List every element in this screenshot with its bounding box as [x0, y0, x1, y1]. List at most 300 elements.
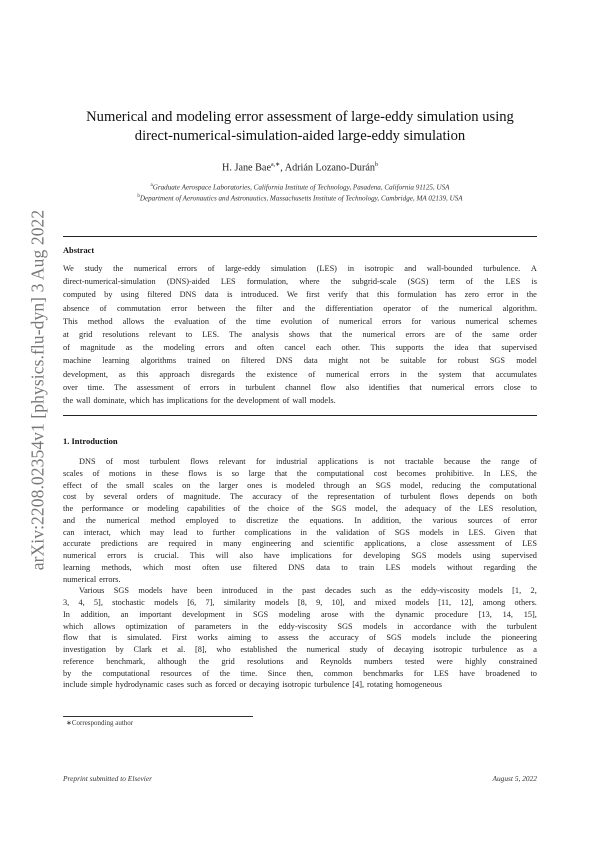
word: in [397, 621, 404, 631]
text-line [63, 343, 537, 352]
word: [8, [297, 598, 307, 607]
word: turbulent [245, 382, 276, 392]
word: of [282, 396, 290, 405]
word: the [235, 303, 246, 313]
word: The [229, 330, 242, 339]
word: and [63, 515, 75, 525]
footnote-rule [63, 716, 253, 717]
word: ones [247, 480, 263, 490]
word: errors [205, 343, 225, 353]
word: computational [489, 480, 537, 490]
word: SGS [411, 551, 427, 560]
word: magnitude [80, 343, 116, 353]
text-line [63, 356, 537, 365]
text-line [63, 277, 537, 286]
word: sources [467, 515, 493, 525]
word: isotropic [364, 264, 394, 273]
affiliation-text: Department of Aeronautics and Astronautics, Massachusetts Institute of Technology, Cambridge, MA 02139, USA [139, 194, 463, 203]
word: parameters [194, 621, 232, 631]
word: in [145, 468, 152, 478]
word: effect [63, 480, 82, 490]
word: addition, [80, 609, 110, 619]
word: model, [354, 504, 378, 513]
affiliations [60, 181, 540, 204]
word: numerical [326, 369, 360, 379]
word: errors [177, 264, 197, 273]
word: of [233, 504, 241, 513]
text-line [63, 396, 537, 405]
word: that [472, 369, 485, 379]
text-line [63, 317, 537, 326]
word: the [330, 277, 341, 287]
word: the [342, 330, 353, 339]
word: in [400, 369, 407, 379]
footer-preprint-note: Preprint submitted to Elsevier [63, 774, 153, 783]
word: of [503, 515, 511, 525]
title-line: Numerical and modeling error assessment of large-eddy simulation using [86, 109, 514, 125]
word: in [206, 539, 213, 549]
word: most [123, 457, 140, 466]
word: so [231, 468, 239, 478]
word: of [322, 316, 329, 326]
word: motions [109, 468, 136, 478]
word: machine [63, 356, 92, 366]
word: which [63, 621, 84, 631]
word: broadened [485, 668, 520, 678]
word: dynamic [395, 609, 425, 619]
word: zero [464, 290, 479, 300]
word: has [152, 396, 164, 405]
word: of [383, 492, 391, 502]
word: are [148, 539, 159, 549]
word: turbulent [400, 492, 431, 502]
word: first [306, 290, 320, 300]
word: models [411, 633, 436, 643]
word: the [85, 515, 96, 525]
word: channel [285, 382, 311, 392]
word: has [445, 290, 457, 300]
word: industrial [276, 457, 308, 466]
word: the [305, 303, 316, 313]
word: of [444, 504, 452, 513]
word: SGS [113, 586, 129, 596]
text-line [63, 633, 537, 642]
word: errors. [99, 574, 121, 584]
word: of [63, 343, 70, 353]
word: data [204, 290, 219, 300]
word: is [531, 277, 537, 287]
word: for [210, 396, 221, 405]
word: of [297, 504, 305, 513]
word: an [120, 609, 129, 619]
word: of [207, 264, 215, 273]
word: becomes [396, 468, 426, 478]
word: numerical [106, 515, 140, 525]
abstract-bottom-rule [63, 415, 537, 416]
word: on [504, 492, 513, 502]
word: identifies [368, 382, 400, 392]
word: wall [292, 396, 307, 405]
word: Reynolds [320, 656, 352, 666]
word: as [125, 343, 133, 353]
word: time [255, 316, 271, 326]
word: 9, [316, 598, 323, 607]
word: simulated. [127, 633, 162, 643]
word: others. [514, 598, 537, 607]
word: is [368, 457, 374, 466]
word: flows [439, 492, 459, 502]
word: allows [122, 316, 145, 326]
word: the [459, 504, 471, 513]
word: orders [136, 492, 158, 502]
word: In [354, 515, 362, 525]
word: various [432, 515, 458, 525]
text-line [63, 528, 537, 537]
word: applications, [364, 539, 407, 549]
word: assessment [457, 539, 495, 549]
author-list [60, 161, 540, 173]
word: This [63, 316, 78, 326]
word: without [447, 562, 473, 572]
word: assess [278, 633, 299, 643]
word: The [114, 382, 127, 392]
word: tractable [405, 457, 434, 466]
affiliation [60, 192, 540, 203]
word: robust [457, 356, 479, 366]
abstract-top-rule [63, 236, 537, 237]
word: arose [320, 609, 339, 619]
word: Clark [133, 645, 152, 654]
word: DNS [179, 290, 197, 300]
word: turbulent [149, 457, 180, 466]
word: of [421, 303, 429, 313]
word: is [137, 551, 144, 560]
word: benchmark, [106, 656, 146, 666]
word: required [168, 539, 197, 549]
word: procedure [434, 609, 469, 619]
word: the [307, 492, 318, 502]
author-marks: a,∗ [270, 162, 281, 168]
word: can [63, 527, 75, 537]
word: several [103, 492, 128, 502]
word: and [295, 656, 308, 666]
word: addition, [371, 515, 402, 525]
word: errors [405, 330, 425, 339]
word: turbulence [472, 645, 508, 654]
word: the [219, 668, 230, 678]
word: each [315, 343, 332, 353]
word: DNS [276, 356, 293, 366]
text-line [63, 598, 537, 607]
word: LES [522, 539, 537, 549]
word: numerical [338, 316, 373, 326]
word: of [378, 527, 386, 537]
word: over [63, 382, 78, 392]
word: Since [267, 668, 287, 678]
word: highly [465, 656, 487, 666]
word: engineering [251, 539, 291, 549]
word: many [223, 539, 242, 549]
word: the [63, 396, 74, 405]
word: small [126, 480, 145, 490]
word: the [286, 645, 297, 654]
word: same [492, 330, 510, 339]
word: Given [494, 527, 515, 537]
word: of [177, 621, 185, 631]
word: numerical [362, 330, 396, 339]
word: method [87, 316, 113, 326]
word: not [359, 356, 370, 366]
word: the [63, 504, 74, 513]
word: also [345, 382, 359, 392]
word: with [461, 621, 477, 631]
word: that [274, 468, 288, 478]
word: 5], [93, 598, 103, 607]
word: for [413, 668, 424, 678]
word: isotropic [282, 680, 312, 690]
word: of [369, 633, 377, 643]
word: We [63, 264, 74, 273]
word: of [105, 457, 113, 466]
affiliation-mark: b [137, 194, 140, 200]
word: be [381, 356, 389, 366]
word: dominate, [93, 396, 127, 405]
word: implications [166, 396, 208, 405]
word: [13, [478, 609, 492, 619]
text-line [63, 330, 537, 339]
word: to [530, 668, 537, 678]
word: both [522, 492, 537, 502]
word: models [437, 551, 462, 560]
word: We [286, 290, 298, 300]
word: models. [309, 396, 336, 405]
word: or [239, 680, 247, 690]
text-line [63, 586, 537, 595]
word: at [63, 330, 69, 339]
word: in [266, 586, 274, 596]
word: hydrodynamic [115, 680, 164, 690]
word: approach [159, 369, 190, 379]
word: the [142, 343, 153, 353]
word: choice [267, 504, 289, 513]
word: by [85, 492, 95, 502]
word: resolution, [501, 504, 537, 513]
word: 10], [331, 598, 345, 607]
word: SGS [386, 633, 402, 643]
word: cost [63, 492, 77, 502]
word: scales [63, 468, 83, 478]
word: A [530, 264, 537, 273]
word: computed [63, 290, 96, 300]
word: the [198, 656, 210, 666]
word: to [185, 330, 193, 339]
text-line [63, 539, 537, 548]
word: the [235, 316, 246, 326]
word: crucial. [154, 551, 179, 560]
word: past [302, 586, 316, 596]
word: 2, [530, 586, 537, 596]
word: 15], [523, 609, 537, 619]
word: adequacy [404, 504, 437, 513]
word: in [229, 382, 236, 392]
text-line [63, 457, 537, 466]
word: as [385, 586, 393, 596]
word: other. [341, 343, 361, 353]
word: First [171, 633, 188, 643]
word: models [154, 598, 179, 607]
word: use [230, 562, 242, 572]
word: development [236, 396, 280, 405]
word: numbers [364, 656, 393, 666]
word: evolution [280, 316, 313, 326]
word: decaying [393, 645, 424, 654]
word: wall [76, 396, 91, 405]
word: that [88, 633, 101, 643]
word: turbulence [314, 680, 350, 690]
word: formulation [397, 290, 437, 300]
word: such [187, 680, 203, 690]
word: who [216, 645, 231, 654]
word: In [63, 609, 70, 619]
word: as [516, 645, 524, 654]
word: the [81, 668, 92, 678]
word: computational [316, 468, 365, 478]
word: the [374, 609, 385, 619]
text-line [63, 622, 537, 631]
word: large-eddy [225, 264, 261, 273]
author-separator: , [280, 162, 285, 174]
word: that [356, 290, 369, 300]
word: in [347, 264, 355, 273]
word: The [229, 492, 243, 502]
word: and [353, 598, 366, 607]
word: close [503, 382, 521, 392]
word: where [299, 277, 320, 287]
word: the [282, 586, 293, 596]
text-line [63, 469, 537, 478]
word: models [405, 598, 430, 607]
word: filter [256, 303, 273, 313]
word: filtered [252, 562, 277, 572]
word: resources [160, 668, 192, 678]
word: (SGS) [407, 277, 429, 287]
word: large [248, 468, 266, 478]
word: et [161, 645, 168, 654]
word: simple [90, 680, 113, 690]
word: flows [190, 457, 209, 466]
word: between [197, 303, 226, 313]
word: for [342, 551, 353, 560]
word: [1, [512, 586, 522, 596]
word: existence [266, 369, 298, 379]
word: order [519, 330, 537, 339]
word: 14, [502, 609, 513, 619]
word: learning [102, 356, 130, 366]
word: models [362, 621, 387, 631]
word: numerical [459, 303, 493, 313]
word: of [308, 369, 316, 379]
word: these [161, 468, 179, 478]
word: train [359, 562, 375, 572]
word: discretize [246, 515, 279, 525]
word: LES. [468, 527, 486, 537]
word: the [526, 290, 537, 300]
word: the [401, 586, 412, 596]
word: this [377, 290, 390, 300]
word: models [478, 586, 503, 596]
arxiv-identifier: arXiv:2208.02354v1 [physics.flu-dyn] 3 Aug 2022 [27, 209, 48, 571]
word: the [386, 504, 397, 513]
word: forced [215, 680, 237, 690]
word: [4], [352, 680, 365, 690]
word: flow [63, 633, 79, 643]
word: filtered [240, 356, 265, 366]
word: lead [173, 527, 188, 537]
word: introduced. [240, 290, 279, 300]
word: models [138, 586, 163, 596]
word: supervised [501, 551, 537, 560]
word: LES [505, 277, 521, 287]
word: modeling [147, 504, 179, 513]
word: cancel [284, 343, 306, 353]
word: most [174, 562, 191, 572]
word: LES [433, 668, 449, 678]
word: by [63, 668, 72, 678]
word: of [183, 382, 191, 392]
word: works [197, 633, 218, 643]
text-line [63, 680, 537, 689]
word: supervised [501, 343, 537, 353]
word: that [319, 330, 333, 339]
word: in [511, 290, 519, 300]
word: method [150, 515, 176, 525]
word: modeling [163, 343, 195, 353]
word: employed [185, 515, 219, 525]
text-line [63, 481, 537, 490]
text-line [63, 492, 537, 501]
word: among [482, 598, 506, 607]
word: although [157, 656, 187, 666]
word: applications [317, 457, 358, 466]
word: which [120, 527, 141, 537]
word: in [235, 609, 243, 619]
word: pioneering [501, 633, 537, 643]
footer-date: August 5, 2022 [492, 774, 537, 783]
text-line [63, 383, 537, 392]
word: depends [467, 492, 495, 502]
word: supports [395, 343, 424, 353]
word: the [486, 621, 497, 631]
word: (DNS)-aided [166, 277, 210, 287]
word: representation [327, 492, 375, 502]
word: mixed [375, 598, 396, 607]
word: which [143, 562, 164, 572]
word: time. [87, 382, 105, 392]
word: is [216, 468, 222, 478]
word: model [516, 356, 537, 366]
word: SGS [375, 480, 391, 490]
word: LES [220, 277, 236, 287]
word: a [533, 645, 537, 654]
word: the [470, 480, 481, 490]
arxiv-sidebar [0, 0, 50, 848]
word: to [196, 527, 204, 537]
word: of [377, 645, 385, 654]
word: direct-numerical-simulation [63, 277, 156, 287]
word: trained [187, 356, 211, 366]
word: Various [79, 586, 105, 596]
word: introduced [221, 586, 258, 596]
